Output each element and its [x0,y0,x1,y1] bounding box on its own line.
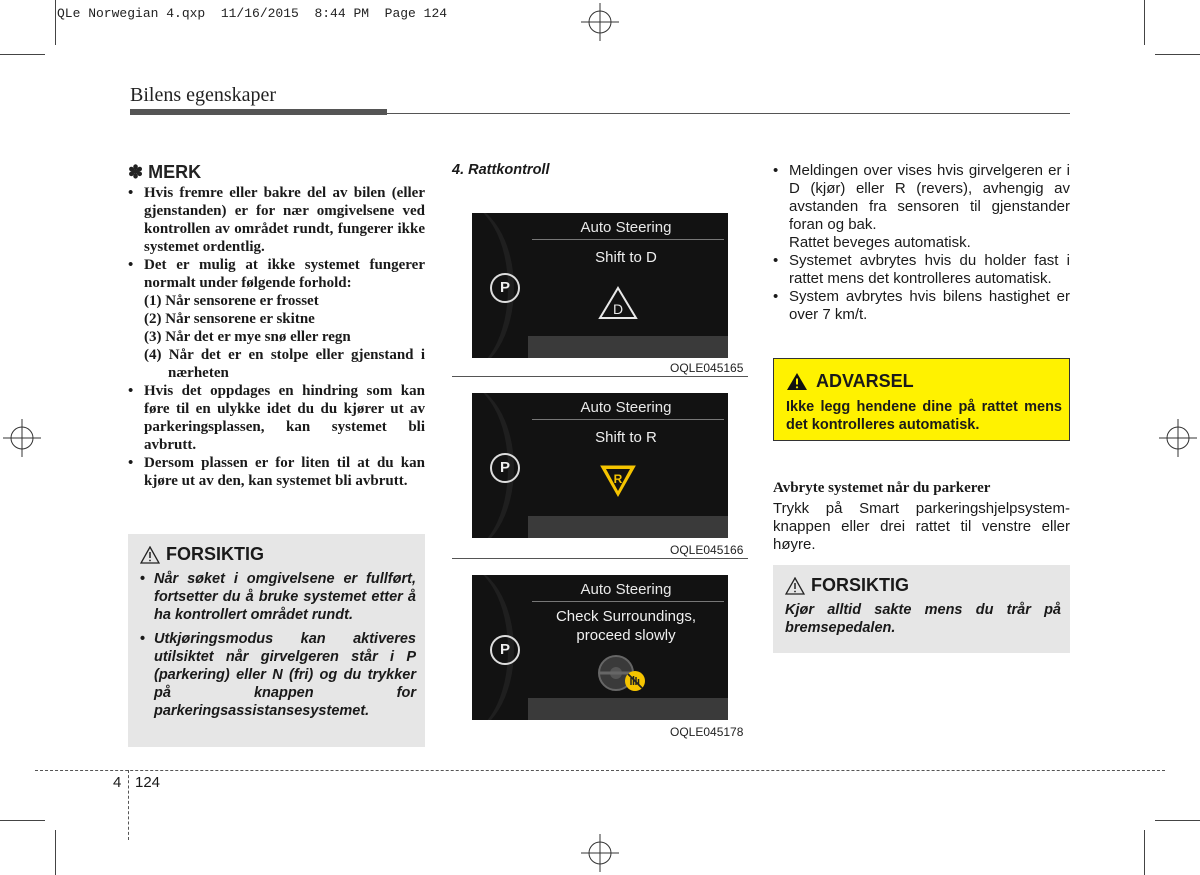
note-item: • Dersom plassen er for liten til at du kan kjøre ut av den, kan systemet bli avbrutt. [128,454,425,490]
gear-p-icon: P [490,273,520,303]
note-item: • Hvis det oppdages en hindring som kan føre til en ulykke idet du du kjører ut av parkeringsplassen, kan systemet bli avbrutt. [128,382,425,454]
registration-mark-icon [581,834,619,872]
caution-box [773,565,1070,653]
warning-triangle-icon [785,577,805,595]
note-item: • Det er mulig at ikke systemet fungerer normalt under følgende forhold: [128,256,425,292]
display-header-line [532,601,724,602]
warning-heading [786,371,914,392]
display-header-line [532,239,724,240]
cancel-title: Avbryte systemet når du parkerer [773,480,991,496]
crop-mark [55,0,56,45]
shift-r-warning-icon [598,463,638,499]
footer-rule [35,770,1165,771]
figure-code: OQLE045166 [670,543,744,557]
crop-mark [55,830,56,875]
note-condition: (1) Når sensorene er frosset [144,293,319,309]
cluster-display-check-surroundings [472,575,728,720]
crop-mark [1155,820,1200,821]
registration-mark-icon [581,3,619,41]
figure-code: OQLE045165 [670,361,744,375]
caution-list [138,570,416,726]
display-header-line [532,419,724,420]
note-condition: (3) Når det er mye snø eller regn [144,329,351,345]
description-item: • Meldingen over vises hvis girvelgeren er i D (kjør) eller R (revers), avhengig av avstanden fra sensoren til gjenstander foran og bak. [773,162,1070,234]
caution-title: FORSIKTIG [811,575,909,595]
note-condition: (4) Når det er en stolpe eller gjenstand i nærheten [144,347,425,381]
display-header: Auto Steering [580,581,672,598]
warning-box [773,358,1070,441]
display-message: Shift to R [595,429,657,446]
display-header: Auto Steering [580,219,672,236]
description-continuation: Rattet beveges automatisk. [789,234,971,251]
page-number: 124 [135,774,161,791]
footer-divider [128,770,129,840]
display-bottom-bar [528,336,728,358]
note-title: ✽ MERK [128,162,202,182]
crop-mark [1144,0,1145,45]
steering-wheel-hands-off-icon [594,653,648,693]
warning-triangle-icon [140,546,160,564]
gear-p-icon: P [490,453,520,483]
caution-heading [140,544,264,565]
header-rule-accent [130,109,387,115]
display-bottom-bar [528,698,728,720]
print-slug: QLe Norwegian 4.qxp 11/16/2015 8:44 PM Page 124 [57,6,448,21]
crop-mark [0,54,45,55]
caution-title: FORSIKTIG [166,544,264,564]
cluster-display-shift-r [472,393,728,538]
figure-code: OQLE045178 [670,725,744,739]
note-condition: (2) Når sensorene er skitne [144,311,315,327]
description-item: • System avbrytes hvis bilens hastighet er over 7 km/t. [773,288,1070,324]
display-message: Shift to D [595,249,657,266]
warning-title: ADVARSEL [816,371,914,391]
caution-text: Kjør alltid sakte mens du trår på bremsepedalen. [785,602,1061,636]
caution-heading [785,575,909,596]
gear-p-icon: P [490,635,520,665]
display-message: Check Surroundings, [555,608,697,625]
caution-box [128,534,425,747]
crop-mark [1144,830,1145,875]
crop-mark [0,820,45,821]
display-header: Auto Steering [580,399,672,416]
warning-text: Ikke legg hendene dine på rattet mens det kontrolleres automatisk. [786,399,1062,433]
note-list [128,184,425,490]
shift-d-symbol: D [612,301,624,317]
figure-rule [452,376,748,377]
display-message: proceed slowly [576,627,676,644]
figure-label: 4. Rattkontroll [452,162,550,178]
shift-d-warning-icon [597,285,639,321]
shift-r-symbol: R [613,472,623,486]
section-title: Bilens egenskaper [130,84,277,106]
display-bottom-bar [528,516,728,538]
chapter-number: 4 [113,774,122,791]
note-item: • Hvis fremre eller bakre del av bilen (eller gjenstanden) er for nær omgivelsene ved kontrollen av området rundt, fungerer ikke systemet ordentlig. [128,184,425,256]
figure-rule [452,558,748,559]
warning-triangle-icon [786,372,808,391]
cancel-text: Trykk på Smart parkeringshjelpsystem-knappen eller drei rattet til venstre eller høyre. [773,500,1070,553]
crop-mark [1155,54,1200,55]
registration-mark-icon [3,419,41,457]
caution-item: • Når søket i omgivelsene er fullført, fortsetter du å bruke systemet etter å ha kontrollert området rundt. [138,570,416,624]
description-list [773,162,1070,324]
registration-mark-icon [1159,419,1197,457]
description-item: • Systemet avbrytes hvis du holder fast i rattet mens det kontrolleres automatisk. [773,252,1070,288]
caution-item: • Utkjøringsmodus kan aktiveres utilsiktet når girvelgeren står i P (parkering) eller N (fri) og du trykker på knappen for parkeringsassistansesystemet. [138,630,416,720]
cluster-display-shift-d [472,213,728,358]
